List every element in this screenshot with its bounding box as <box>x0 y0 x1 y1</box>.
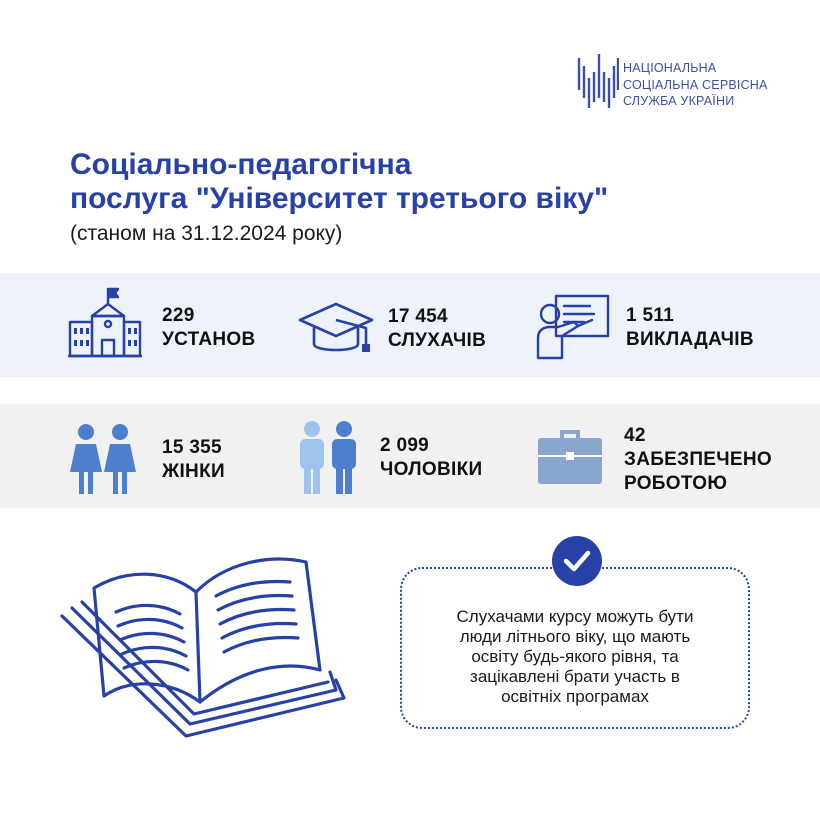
women-icon <box>68 422 140 496</box>
stat-value: 229 <box>162 305 195 326</box>
check-badge <box>552 536 602 586</box>
page-subtitle: (станом на 31.12.2024 року) <box>70 222 343 245</box>
stat-label: РОБОТОЮ <box>624 473 728 494</box>
stat-label: ЧОЛОВІКИ <box>380 459 483 480</box>
note-text <box>412 607 738 707</box>
org-name-line: СОЦІАЛЬНА СЕРВІСНА <box>623 77 768 92</box>
eligibility-note <box>400 567 750 729</box>
note-line: люди літнього віку, що мають <box>459 627 691 646</box>
stat-label: СЛУХАЧІВ <box>388 330 487 351</box>
note-line: освітніх програмах <box>501 687 649 706</box>
stat-label: ЖІНКИ <box>162 461 225 482</box>
stat-value: 17 454 <box>388 306 448 327</box>
teacher-board-icon <box>534 292 614 362</box>
title-line: послуга "Університет третього віку" <box>70 182 609 215</box>
graduation-cap-icon <box>296 300 380 356</box>
men-icon <box>296 420 362 496</box>
stat-value: 1 511 <box>626 305 674 326</box>
briefcase-icon <box>536 424 604 488</box>
note-line: зацікавлені брати участь в <box>470 667 680 686</box>
org-name-line: НАЦІОНАЛЬНА <box>623 61 717 75</box>
title-line: Соціально-педагогічна <box>70 148 412 181</box>
stat-label: ВИКЛАДАЧІВ <box>626 329 754 350</box>
open-book-icon <box>58 548 358 744</box>
checkmark-icon <box>563 549 591 573</box>
trident-emblem-icon <box>575 52 619 112</box>
ncss-logo <box>575 48 805 118</box>
stat-value: 15 355 <box>162 437 222 458</box>
stat-value: 2 099 <box>380 435 430 456</box>
org-name <box>623 60 768 110</box>
note-line: Слухачами курсу можуть бути <box>456 607 694 626</box>
page-title <box>70 148 750 216</box>
university-building-icon <box>66 286 142 360</box>
org-name-line: СЛУЖБА УКРАЇНИ <box>623 94 735 108</box>
stat-label: УСТАНОВ <box>162 329 256 350</box>
note-line: освіту будь-якого рівня, та <box>471 647 679 666</box>
stat-label: ЗАБЕЗПЕЧЕНО <box>624 449 773 470</box>
stat-value: 42 <box>624 425 646 446</box>
